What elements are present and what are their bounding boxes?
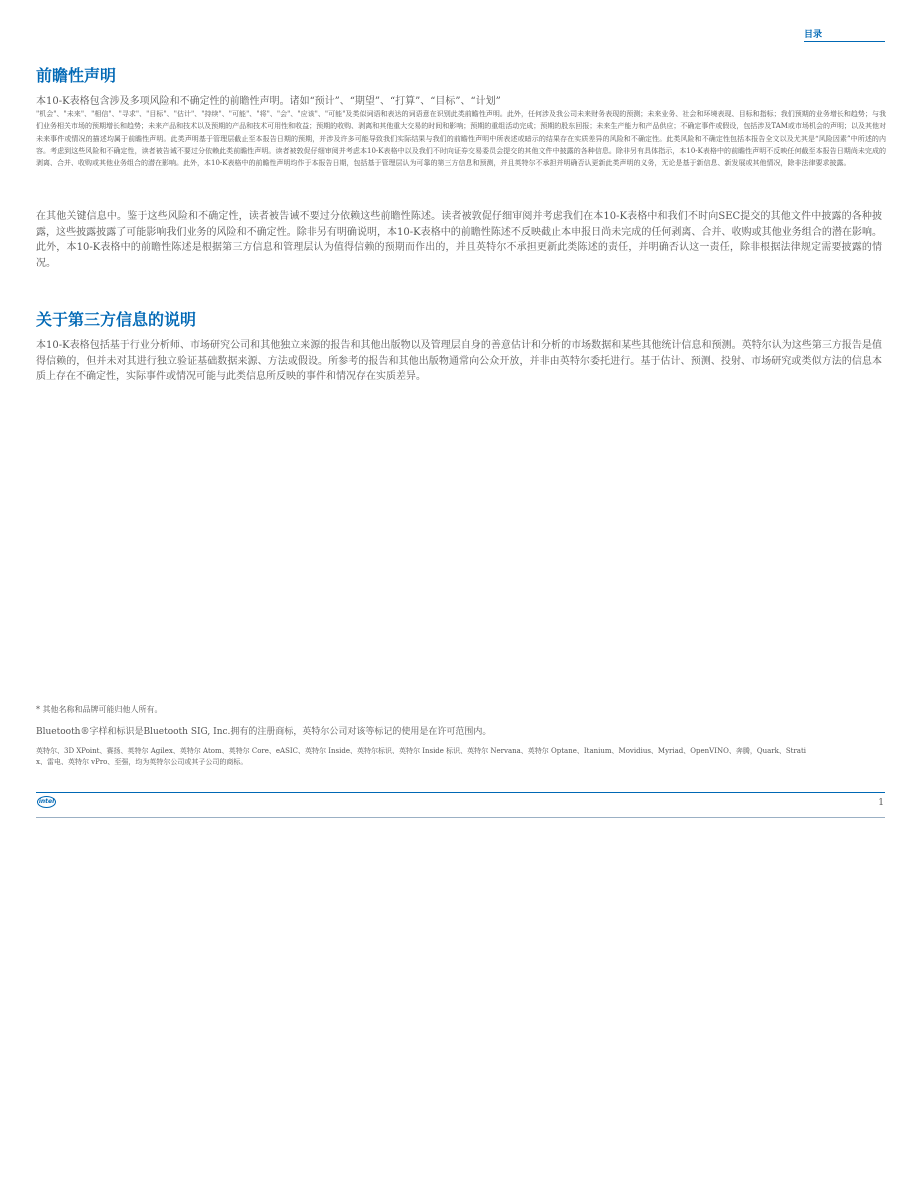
forward-looking-title: 前瞻性声明 xyxy=(36,66,117,85)
forward-looking-fine-print: "机会"、"未来"、"相信"、"寻求"、"目标"、"估计"、"持续"、"可能"、"将"、"会"、"应该"、"可能"及类似词语和表达的词语意在识别此类前瞻性声明。此外，任何涉及我公司未来财务表现的预测；未来业务、社会和环境表现、目标和指标；我们预期的业务增长和趋势；与我们业务相关市场的预期增长和趋势；未来产品和技术以及预期的产品和技术可用性和收益；预期的收购、剥离和其他重大交易的时间和影响；预期的重组活动完成；预期的股东回报；未来生产能力和产品供应；不确定事件或假设，包括涉及TAM或市场机会的声明；以及其他对未来事件或情况的描述均属于前瞻性声明。此类声明基于管理层截止至本报告日期的预期，并涉及许多可能导致我们实际结果与我们的前瞻性声明中所表述或暗示的结果存在实质差异的风险和不确定性。此类风险和不确定性包括本报告全文以及尤其是“风险因素”中所述的内容。考虑到这些风险和不确定性，读者被告诫不要过分依赖此类前瞻性声明。读者被敦促仔细审阅并考虑本10-K表格中以及我们不时向证券交易委员会提交的其他文件中披露的各种信息。除非另有具体指示，本10-K表格中的前瞻性声明不反映任何截至本报告日期尚未完成的剥离、合并、收购或其他业务组合的潜在影响。此外，本10-K表格中的前瞻性声明均作于本报告日期，包括基于管理层认为可靠的第三方信息和预测，并且英特尔不承担并明确否认更新此类声明的义务，无论是基于新信息、新发展或其他情况，除非法律要求披露。 xyxy=(36,110,886,168)
footnote-trademarks: 英特尔、3D XPoint、赛扬、英特尔 Agilex、英特尔 Atom、英特尔 Core、eASIC、英特尔 Inside、英特尔标识、英特尔 Inside 标识、英特尔 Nervana、英特尔 Optane、Itanium、Movidius、Myriad、OpenVINO、奔腾，Quark、Stratix、雷电、英特尔 vPro、至强，均为英特尔公司或其子公司的商标。 xyxy=(36,747,807,766)
page-number: 1 xyxy=(878,798,884,808)
intel-logo-icon: intel xyxy=(37,796,56,808)
forward-looking-body: 在其他关键信息中。鉴于这些风险和不确定性，读者被告诫不要过分依赖这些前瞻性陈述。读者被敦促仔细审阅并考虑我们在本10-K表格中和我们不时向SEC提交的其他文件中披露的各种披露，这些披露披露了可能影响我们业务的风险和不确定性。除非另有明确说明，本10-K表格中的前瞻性陈述不反映截止本申报日尚未完成的任何剥离、合并、收购或其他业务组合的潜在影响。此外，本10-K表格中的前瞻性陈述是根据第三方信息和管理层认为值得信赖的预期而作出的，并且英特尔不承担更新此类陈述的责任，并明确否认这一责任，除非根据法律规定需要披露的情况。 xyxy=(36,211,882,269)
footer-top-rule xyxy=(36,792,885,793)
table-of-contents-link[interactable]: 目录 xyxy=(804,30,885,42)
footnote-bluetooth: Bluetooth®字样和标识是Bluetooth SIG, Inc.拥有的注册商标，英特尔公司对该等标记的使用是在许可范围内。 xyxy=(36,727,492,737)
forward-looking-lead: 本10-K表格包含涉及多项风险和不确定性的前瞻性声明。诸如“预计”、“期望”、“打算”、“目标”、“计划” xyxy=(36,96,501,107)
footer-bottom-rule xyxy=(36,817,885,818)
third-party-body: 本10-K表格包括基于行业分析师、市场研究公司和其他独立来源的报告和其他出版物以及管理层自身的善意估计和分析的市场数据和某些其他统计信息和预测。英特尔认为这些第三方报告是值得信赖的，但并未对其进行独立验证基础数据来源、方法或假设。所参考的报告和其他出版物通常向公众开放，并非由英特尔委托进行。基于估计、预测、投射、市场研究或类似方法的信息本质上存在不确定性，实际事件或情况可能与此类信息所反映的事件和情况存在实质差异。 xyxy=(36,340,882,382)
third-party-title: 关于第三方信息的说明 xyxy=(36,310,197,329)
footnote-other-names: * 其他名称和品牌可能归他人所有。 xyxy=(36,705,163,714)
